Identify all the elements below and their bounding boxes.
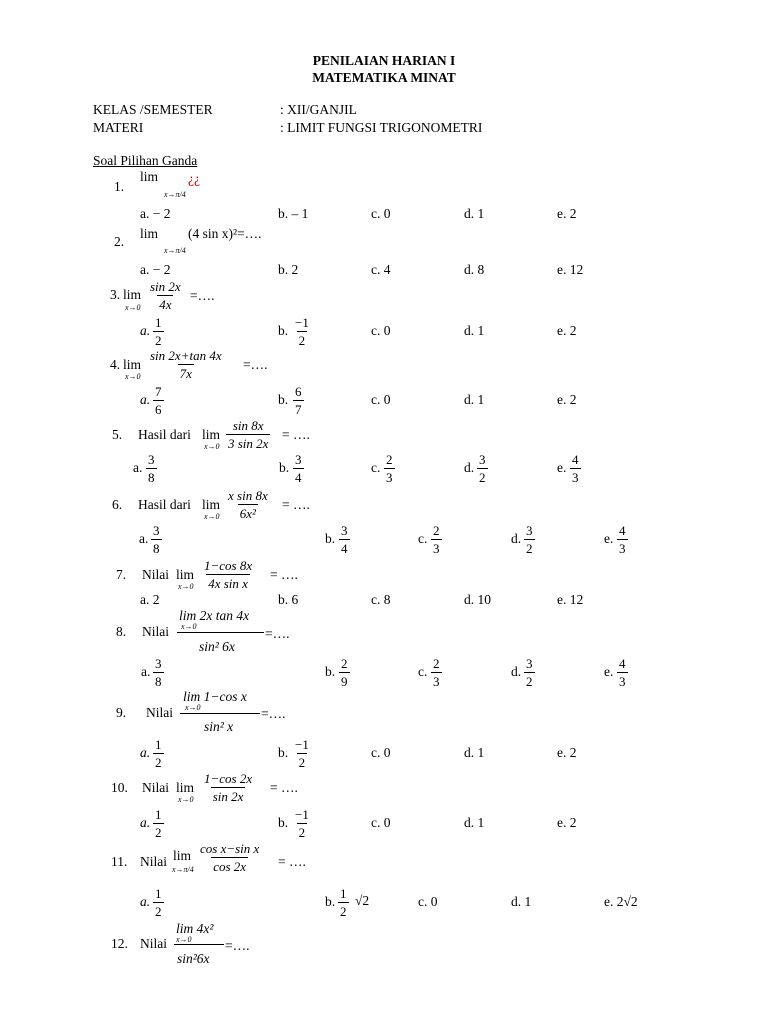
numerator: −1: [295, 315, 309, 330]
lim-subscript: x→0: [181, 622, 197, 631]
exam-subject: MATEMATIKA MINAT: [312, 70, 456, 85]
lim-operator: lim: [176, 567, 195, 582]
lim-subscript: x→0: [125, 372, 141, 381]
numerator: 2: [433, 523, 440, 538]
lim-subscript: x→π/4: [164, 190, 186, 199]
denominator: cos 2x: [213, 859, 247, 874]
lim-operator: lim: [140, 169, 159, 184]
option-e: e. 2: [557, 323, 577, 338]
denominator: 8: [153, 541, 160, 556]
question-tail: =….: [265, 626, 290, 641]
option-e: e. 12: [557, 262, 584, 277]
option-a: a. − 2: [140, 262, 171, 277]
numerator: 2: [386, 452, 393, 467]
option-b: b. 2: [278, 262, 299, 277]
numerator: 3: [526, 656, 533, 671]
option-b: b. – 1: [278, 206, 309, 221]
lim-subscript: x→0: [204, 442, 220, 451]
option-c: c. 0: [371, 815, 391, 830]
numerator: 2: [341, 656, 348, 671]
question-tail: =….: [243, 357, 268, 372]
numerator: lim 4x²: [176, 921, 214, 936]
option-e: e.: [604, 664, 614, 679]
numerator: 3: [295, 452, 302, 467]
denominator: 3: [433, 541, 440, 556]
option-a-fraction: [153, 808, 164, 839]
question-number: 12.: [111, 936, 128, 951]
option-d: d. 1: [464, 815, 485, 830]
denominator: sin²6x: [177, 951, 210, 966]
option-b-root: √2: [355, 893, 370, 908]
question-expression: ¿¿: [188, 171, 200, 186]
denominator: 2: [155, 825, 162, 840]
numerator: 1−cos 2x: [204, 771, 253, 786]
option-c: c. 0: [371, 392, 391, 407]
option-e: e. 2: [557, 745, 577, 760]
option-c: c. 0: [371, 323, 391, 338]
numerator: 1: [155, 886, 162, 901]
denominator: 2: [479, 470, 486, 485]
option-b-fraction: [339, 524, 350, 555]
question-fraction: [148, 349, 224, 380]
option-b-fraction: [293, 738, 311, 769]
denominator: 7: [295, 402, 302, 417]
question-number: 11.: [111, 854, 128, 869]
denominator: 9: [341, 674, 348, 689]
option-d-fraction: [524, 657, 535, 688]
question-tail: =….: [225, 938, 250, 953]
option-b-fraction: [293, 316, 311, 347]
option-c: c.: [418, 664, 428, 679]
numerator: 2: [433, 656, 440, 671]
option-d-fraction: [477, 453, 488, 484]
question-prefix: Nilai: [140, 854, 167, 869]
kelas-label: KELAS /SEMESTER: [93, 102, 213, 117]
question-prefix: Nilai: [142, 624, 169, 639]
denominator: 4: [295, 470, 302, 485]
numerator: 3: [341, 523, 348, 538]
denominator: 6x²: [239, 506, 256, 521]
option-a-fraction: [153, 887, 164, 918]
denominator: 2: [298, 333, 306, 348]
denominator: sin² x: [204, 719, 234, 734]
option-e: e. 12: [557, 592, 584, 607]
question-number: 9.: [116, 705, 127, 720]
question-number: 5.: [112, 427, 123, 442]
fraction-bar: [180, 713, 260, 714]
lim-subscript: x→0: [125, 303, 141, 312]
numerator: x sin 8x: [228, 488, 268, 503]
lim-operator: lim: [176, 780, 195, 795]
question-number: 3.: [110, 287, 121, 302]
lim-subscript: x→0: [176, 935, 192, 944]
option-d: d. 1: [464, 392, 485, 407]
option-d: d.: [464, 460, 475, 475]
denominator: 2: [155, 904, 162, 919]
lim-operator: lim: [123, 357, 142, 372]
denominator: 8: [155, 674, 162, 689]
kelas-value: : XII/GANJIL: [280, 102, 357, 117]
option-c: c. 0: [418, 894, 438, 909]
question-tail: = ….: [270, 567, 298, 582]
denominator: sin² 6x: [199, 639, 235, 654]
option-c-fraction: [431, 524, 442, 555]
numerator: 3: [148, 452, 155, 467]
option-b: b.: [278, 745, 289, 760]
question-number: 1.: [114, 179, 125, 194]
denominator: 2: [155, 755, 162, 770]
option-b: b.: [278, 323, 289, 338]
question-tail: =….: [190, 288, 215, 303]
question-fraction: [226, 419, 270, 450]
question-number: 7.: [116, 567, 127, 582]
numerator: 3: [153, 523, 160, 538]
option-b-fraction: [338, 887, 349, 918]
lim-subscript: x→0: [178, 795, 194, 804]
section-title: Soal Pilihan Ganda: [93, 153, 198, 168]
denominator: 2: [298, 825, 306, 840]
lim-operator: lim: [140, 226, 159, 241]
numerator: 4: [619, 656, 626, 671]
question-prefix: Nilai: [146, 705, 173, 720]
option-c-fraction: [384, 453, 395, 484]
fraction-bar: [177, 632, 264, 633]
option-d: d. 1: [464, 206, 485, 221]
option-c: c. 0: [371, 745, 391, 760]
option-a: a.: [139, 531, 149, 546]
lim-subscript: x→π/4: [172, 865, 194, 874]
option-b: b.: [325, 531, 336, 546]
question-tail: = ….: [278, 854, 306, 869]
materi-label: MATERI: [93, 120, 144, 135]
question-prefix: Nilai: [142, 567, 169, 582]
option-b: b.: [325, 894, 336, 909]
numerator: 3: [526, 523, 533, 538]
denominator: 2: [340, 904, 347, 919]
numerator: 3: [479, 452, 486, 467]
question-fraction: [202, 559, 254, 590]
denominator: 4x sin x: [208, 576, 248, 591]
lim-subscript: x→0: [185, 703, 201, 712]
option-d: d.: [511, 531, 522, 546]
option-a: a.: [133, 460, 143, 475]
question-prefix: Hasil dari: [138, 427, 191, 442]
option-b: b.: [279, 460, 290, 475]
question-prefix: Nilai: [140, 936, 167, 951]
option-b-fraction: [339, 657, 350, 688]
option-c: c. 8: [371, 592, 391, 607]
numerator: sin 2x+tan 4x: [150, 348, 222, 363]
option-e-fraction: [617, 657, 628, 688]
denominator: 2: [526, 674, 533, 689]
numerator: 4: [572, 452, 579, 467]
option-a: a. − 2: [140, 206, 171, 221]
question-tail: = ….: [270, 780, 298, 795]
numerator: lim 1−cos x: [183, 689, 247, 704]
option-e-fraction: [570, 453, 581, 484]
numerator: 1−cos 8x: [204, 558, 253, 573]
denominator: 3: [572, 470, 579, 485]
option-c-fraction: [431, 657, 442, 688]
option-a: a.: [140, 815, 151, 830]
question-tail: = ….: [282, 427, 310, 442]
denominator: 2: [526, 541, 533, 556]
option-a-fraction: [153, 657, 164, 688]
option-a-fraction: [153, 316, 164, 347]
option-d: d. 1: [464, 323, 485, 338]
option-d: d. 1: [511, 894, 532, 909]
option-a: a.: [140, 745, 151, 760]
option-a-fraction: [146, 453, 157, 484]
denominator: 3: [619, 674, 626, 689]
question-expression: (4 sin x)²=….: [188, 226, 262, 241]
lim-subscript: x→0: [178, 582, 194, 591]
option-c: c.: [418, 531, 428, 546]
option-b: b.: [278, 392, 289, 407]
question-number: 4.: [110, 357, 121, 372]
numerator: lim 2x tan 4x: [179, 608, 250, 623]
option-d: d.: [511, 664, 522, 679]
denominator: 8: [148, 470, 155, 485]
question-number: 6.: [112, 497, 123, 512]
numerator: cos x−sin x: [200, 841, 260, 856]
question-number: 10.: [111, 780, 128, 795]
question-number: 2.: [114, 234, 125, 249]
option-d: d. 10: [464, 592, 491, 607]
denominator: 2: [155, 333, 162, 348]
numerator: −1: [295, 737, 309, 752]
denominator: 4: [341, 541, 348, 556]
numerator: sin 2x: [150, 279, 181, 294]
option-b: b.: [325, 664, 336, 679]
option-a-fraction: [153, 385, 164, 416]
option-a: a.: [140, 392, 151, 407]
numerator: 6: [295, 384, 302, 399]
option-e: e. 2√2: [604, 894, 638, 909]
question-prefix: Nilai: [142, 780, 169, 795]
option-b: b.: [278, 815, 289, 830]
option-a: a. 2: [140, 592, 160, 607]
numerator: sin 8x: [232, 418, 264, 433]
option-c: c. 0: [371, 206, 391, 221]
option-e: e. 2: [557, 392, 577, 407]
numerator: 4: [619, 523, 626, 538]
lim-operator: lim: [173, 848, 192, 863]
question-tail: = ….: [282, 497, 310, 512]
denominator: 3: [619, 541, 626, 556]
option-b-fraction: [293, 453, 304, 484]
numerator: 1: [155, 807, 162, 822]
fraction-bar: [174, 944, 224, 945]
exam-title: PENILAIAN HARIAN I: [312, 53, 456, 68]
option-b: b. 6: [278, 592, 299, 607]
denominator: 7x: [179, 366, 192, 381]
option-e: e.: [557, 460, 567, 475]
denominator: 3 sin 2x: [228, 436, 269, 451]
option-a: a.: [140, 323, 151, 338]
question-tail: =….: [261, 706, 286, 721]
denominator: 3: [433, 674, 440, 689]
option-d: d. 8: [464, 262, 485, 277]
option-a: a.: [141, 664, 151, 679]
denominator: 3: [386, 470, 393, 485]
materi-value: : LIMIT FUNGSI TRIGONOMETRI: [280, 120, 483, 135]
question-fraction: [198, 842, 261, 873]
lim-operator: lim: [202, 497, 221, 512]
question-prefix: Hasil dari: [138, 497, 191, 512]
option-a: a.: [140, 894, 151, 909]
denominator: 6: [155, 402, 162, 417]
question-number: 8.: [116, 624, 127, 639]
option-b-fraction: [293, 385, 304, 416]
option-d-fraction: [524, 524, 535, 555]
lim-subscript: x→0: [204, 512, 220, 521]
option-a-fraction: [151, 524, 162, 555]
question-fraction: [226, 489, 270, 520]
numerator: 1: [340, 886, 347, 901]
option-c: c. 4: [371, 262, 391, 277]
option-e: e. 2: [557, 206, 577, 221]
numerator: 7: [155, 384, 162, 399]
option-d: d. 1: [464, 745, 485, 760]
lim-operator: lim: [123, 287, 142, 302]
denominator: 2: [298, 755, 306, 770]
numerator: 1: [155, 315, 162, 330]
option-c: c.: [371, 460, 381, 475]
lim-operator: lim: [202, 427, 221, 442]
option-e-fraction: [617, 524, 628, 555]
denominator: sin 2x: [212, 789, 244, 804]
option-a-fraction: [153, 738, 164, 769]
question-fraction: [148, 280, 183, 311]
denominator: 4x: [159, 297, 172, 312]
lim-subscript: x→π/4: [164, 246, 186, 255]
question-fraction: [202, 772, 254, 803]
option-e: e.: [604, 531, 614, 546]
option-b-fraction: [293, 808, 311, 839]
numerator: 1: [155, 737, 162, 752]
numerator: −1: [295, 807, 309, 822]
numerator: 3: [155, 656, 162, 671]
option-e: e. 2: [557, 815, 577, 830]
